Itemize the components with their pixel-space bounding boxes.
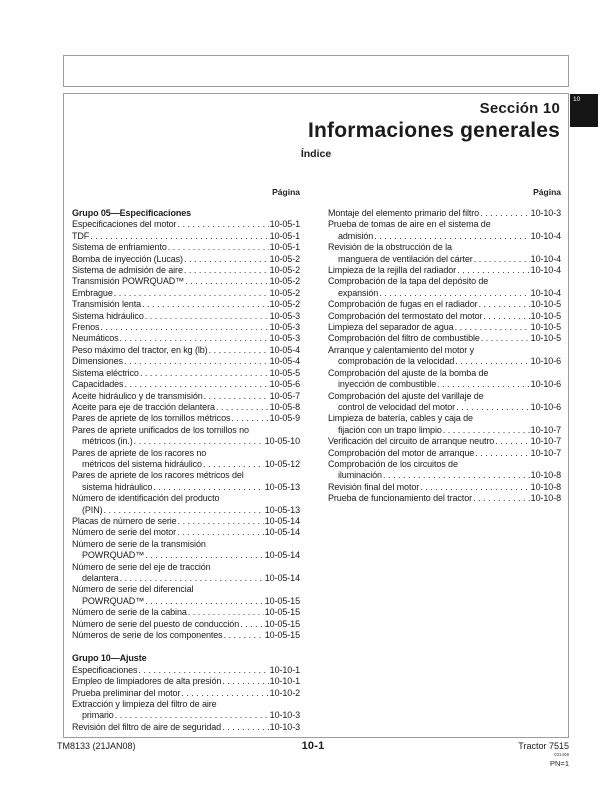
toc-column-right: [328, 208, 561, 505]
toc-entry-label: Prueba preliminar del motor: [72, 687, 181, 698]
toc-entry-page: 10-05-8: [269, 401, 300, 412]
toc-entry-line: [72, 368, 300, 379]
toc-entry-page: 10-05-5: [269, 367, 300, 378]
toc-entry-page: 10-05-1: [269, 242, 300, 253]
toc-entry-line: [328, 299, 561, 310]
dot-leader: [481, 333, 530, 344]
toc-entry-line: [328, 482, 561, 493]
toc-entry-line: [72, 459, 300, 470]
dot-leader: [177, 527, 264, 538]
dot-leader: [495, 436, 529, 447]
toc-entry-label: Especificaciones: [72, 664, 138, 675]
toc-entry-page: 10-10-8: [530, 470, 561, 481]
toc-entry-page: 10-10-8: [530, 481, 561, 492]
section-tab: [570, 94, 598, 127]
toc-entry-page: 10-10-2: [269, 687, 300, 698]
toc-group-heading: Grupo 05—Especificaciones: [72, 208, 192, 218]
toc-entry-label: Comprobación del termostato del motor: [328, 310, 483, 321]
content-box: [63, 93, 569, 738]
dot-leader: [100, 322, 268, 333]
dot-leader: [443, 425, 530, 436]
toc-entry-label: delantera: [82, 573, 119, 583]
toc-entry-label: expansión: [338, 287, 379, 298]
toc-entry-label: Placas de número de serie: [72, 515, 177, 526]
toc-entry-page: 10-05-3: [269, 333, 300, 344]
dot-leader: [142, 299, 269, 310]
toc-entry-page: 10-10-4: [530, 253, 561, 264]
toc-entry-label: (PIN): [82, 504, 103, 515]
toc-entry-line: [328, 436, 561, 447]
toc-entry-line: [72, 516, 300, 527]
toc-entry-label: Empleo de limpiadores de alta presión: [72, 676, 222, 687]
dot-leader: [455, 322, 530, 333]
toc-entry-page: 10-10-4: [530, 230, 561, 241]
toc-entry-line: [72, 345, 300, 356]
toc-entry-label: Arranque y calentamiento del motor y: [328, 344, 474, 355]
toc-entry-page: 10-05-9: [269, 413, 300, 424]
toc-entry-label: Pares de apriete de los tornillos métricos: [72, 413, 231, 424]
toc-entry-page: 10-10-1: [269, 676, 300, 687]
toc-entry-page: 10-10-3: [269, 721, 300, 732]
toc-entry-line: [72, 665, 300, 676]
toc-entry-label: Revisión de la obstrucción de la: [328, 242, 452, 253]
toc-entry-line: [72, 299, 300, 310]
toc-entry-label: Pares de apriete de los racores métricos del: [72, 470, 244, 481]
dot-leader: [224, 630, 264, 641]
toc-column-left: [72, 208, 300, 733]
header-box: [63, 55, 569, 87]
toc-entry-page: 10-05-14: [264, 573, 300, 583]
toc-entry-line: [72, 505, 300, 516]
toc-entry-label: TDF: [72, 230, 90, 241]
toc-entry-page: 10-05-3: [269, 322, 300, 333]
footer-pn: PN=1: [550, 759, 569, 768]
toc-entry-page: 10-05-1: [269, 219, 300, 230]
dot-leader: [184, 254, 269, 265]
toc-entry-page: 10-10-6: [530, 401, 561, 412]
toc-entry-line: [328, 391, 561, 402]
toc-entry-line: [328, 402, 561, 413]
toc-entry-line: [328, 208, 561, 219]
toc-entry-page: 10-05-4: [269, 344, 300, 355]
dot-leader: [181, 688, 268, 699]
toc-entry-label: control de velocidad del motor: [338, 401, 456, 412]
toc-entry-line: [72, 688, 300, 699]
toc-entry-label: Pares de apriete de los racores no: [72, 447, 207, 458]
toc-entry-label: Comprobación del motor de arranque: [328, 447, 475, 458]
toc-entry-label: Limpieza de la rejilla del radiador: [328, 265, 457, 276]
toc-entry-label: Números de serie de los componentes: [72, 630, 223, 641]
toc-entry-line: [72, 265, 300, 276]
toc-entry-page: 10-05-2: [269, 276, 300, 287]
toc-entry-label: Revisión del filtro de aire de seguridad: [72, 721, 222, 732]
toc-entry-label: Número de serie de la transmisión: [72, 538, 206, 549]
toc-entry-line: [72, 322, 300, 333]
dot-leader: [216, 402, 269, 413]
toc-entry-label: Verificación del circuito de arranque neutro: [328, 436, 495, 447]
toc-entry-label: Sistema eléctrico: [72, 367, 139, 378]
dot-leader: [120, 573, 264, 584]
toc-entry-label: Bomba de inyección (Lucas): [72, 253, 183, 264]
dot-leader: [473, 493, 530, 504]
dot-leader: [420, 482, 530, 493]
toc-entry-label: Transmisión lenta: [72, 299, 141, 310]
toc-entry-line: [72, 219, 300, 230]
toc-entry-page: 10-05-15: [264, 618, 300, 629]
toc-entry-line: [328, 459, 561, 470]
toc-entry-page: 10-05-13: [264, 481, 300, 492]
dot-leader: [204, 391, 269, 402]
toc-entry-label: Especificaciones del motor: [72, 219, 177, 230]
toc-entry-line: [328, 368, 561, 379]
toc-entry-line: [328, 413, 561, 424]
toc-entry-page: 10-10-6: [530, 379, 561, 390]
dot-leader: [437, 379, 530, 390]
footer-page-number: 10-1: [301, 740, 325, 752]
dot-leader: [474, 254, 530, 265]
dot-leader: [479, 299, 530, 310]
dot-leader: [379, 288, 530, 299]
toc-entry-line: [328, 379, 561, 390]
toc-entry-page: 10-10-4: [530, 265, 561, 276]
toc-entry-line: [72, 710, 300, 721]
toc-entry-line: [72, 527, 300, 538]
toc-entry-line: [72, 619, 300, 630]
dot-leader: [222, 676, 268, 687]
toc-entry-line: [328, 493, 561, 504]
toc-entry-label: Prueba de funcionamiento del tractor: [328, 493, 472, 504]
toc-entry-page: 10-10-8: [530, 493, 561, 504]
toc-entry-line: [328, 288, 561, 299]
dot-leader: [185, 276, 269, 287]
section-tab-number: 10: [573, 96, 581, 103]
toc-entry-label: Revisión final del motor: [328, 481, 420, 492]
toc-entry-page: 10-05-15: [264, 630, 300, 641]
toc-entry-page: 10-05-14: [264, 550, 300, 561]
toc-entry-label: métricos del sistema hidráulico: [82, 458, 202, 469]
toc-entry-page: 10-10-5: [530, 310, 561, 321]
toc-entry-page: 10-05-7: [269, 390, 300, 401]
toc-entry-page: 10-05-2: [269, 299, 300, 310]
toc-entry-page: 10-10-7: [530, 447, 561, 458]
dot-leader: [134, 436, 264, 447]
toc-entry-label: manguera de ventilación del cárter: [338, 253, 473, 264]
toc-entry-label: POWRQUAD™: [82, 595, 145, 606]
toc-entry-label: Neumáticos: [72, 333, 119, 344]
toc-entry-line: [72, 231, 300, 242]
toc-entry-line: [72, 584, 300, 595]
toc-entry-label: iluminación: [338, 470, 382, 481]
dot-leader: [483, 311, 529, 322]
toc-entry-label: Comprobación de los circuitos de: [328, 458, 458, 469]
dot-leader: [457, 265, 530, 276]
toc-entry-page: 10-05-2: [269, 253, 300, 264]
toc-entry-label: Sistema de enfriamiento: [72, 242, 167, 253]
dot-leader: [124, 379, 268, 390]
toc-entry-line: [72, 425, 300, 436]
toc-entry-line: [72, 470, 300, 481]
toc-entry-line: [328, 231, 561, 242]
toc-entry-line: [328, 470, 561, 481]
toc-entry-label: Número de serie del eje de tracción: [72, 561, 211, 572]
section-label: Sección 10: [479, 100, 560, 117]
toc-entry-page: 10-05-2: [269, 265, 300, 276]
toc-entry-page: 10-10-5: [530, 333, 561, 344]
toc-entry-label: Sistema hidráulico: [72, 310, 144, 321]
toc-entry-page: 10-05-13: [264, 504, 300, 515]
toc-group: [72, 208, 300, 641]
toc-entry-label: Número de serie del motor: [72, 527, 177, 538]
toc-entry-page: 10-10-3: [530, 208, 561, 218]
toc-entry-label: Comprobación de fugas en el radiador: [328, 299, 478, 310]
toc-entry-line: [72, 402, 300, 413]
toc-entry-page: 10-05-2: [269, 287, 300, 298]
dot-leader: [374, 231, 529, 242]
toc-entry-label: Dimensiones: [72, 356, 123, 367]
toc-entry-label: Montaje del elemento primario del filtro: [328, 208, 480, 218]
toc-entry-page: 10-05-15: [264, 595, 300, 606]
dot-leader: [145, 311, 269, 322]
toc-entry-line: [328, 345, 561, 356]
toc-entry-label: Prueba de tomas de aire en el sistema de: [328, 219, 491, 230]
toc-entry-page: 10-10-4: [530, 287, 561, 298]
toc-entry-label: POWRQUAD™: [82, 550, 145, 561]
dot-leader: [168, 242, 269, 253]
toc-entry-label: Comprobación del ajuste del varillaje de: [328, 390, 484, 401]
toc-entry-line: [72, 436, 300, 447]
toc-entry-line: [72, 242, 300, 253]
toc-entry-line: [72, 550, 300, 561]
toc-entry-page: 10-10-5: [530, 322, 561, 333]
toc-group: [72, 653, 300, 733]
dot-leader: [456, 402, 530, 413]
toc-entry-page: 10-05-4: [269, 356, 300, 367]
toc-entry-line: [328, 448, 561, 459]
dot-leader: [140, 368, 269, 379]
toc-entry-page: 10-05-1: [269, 230, 300, 241]
index-title: Índice: [300, 148, 332, 160]
toc-entry-line: [328, 322, 561, 333]
toc-entry-label: Número de identificación del producto: [72, 493, 220, 504]
toc-entry-page: 10-05-10: [264, 436, 300, 447]
toc-entry-label: Peso máximo del tractor, en kg (lb): [72, 344, 208, 355]
toc-entry-line: [72, 630, 300, 641]
toc-entry-label: sistema hidráulico: [82, 481, 153, 492]
dot-leader: [120, 333, 269, 344]
dot-leader: [475, 448, 529, 459]
toc-entry-page: 10-05-14: [264, 527, 300, 538]
dot-leader: [124, 356, 269, 367]
toc-entry-line: [72, 448, 300, 459]
toc-entry-line: [72, 311, 300, 322]
dot-leader: [184, 265, 269, 276]
toc-entry-label: Número de serie del puesto de conducción: [72, 618, 240, 629]
toc-entry-page: 10-10-7: [530, 424, 561, 435]
toc-entry-label: Número de serie de la cabina: [72, 607, 187, 618]
toc-entry-line: [328, 242, 561, 253]
toc-entry-line: [72, 356, 300, 367]
column-header-left: Página: [272, 187, 300, 197]
column-header-right: Página: [533, 187, 561, 197]
toc-entry-page: 10-05-14: [264, 515, 300, 526]
dot-leader: [209, 345, 269, 356]
toc-entry-label: Limpieza de batería, cables y caja de: [328, 413, 473, 424]
dot-leader: [145, 550, 264, 561]
toc-entry-line: [72, 333, 300, 344]
toc-entry-label: Extracción y limpieza del filtro de aire: [72, 699, 217, 710]
dot-leader: [115, 710, 269, 721]
toc-entry-line: [72, 482, 300, 493]
toc-entry-line: [72, 391, 300, 402]
dot-leader: [178, 516, 264, 527]
toc-entry-line: [72, 607, 300, 618]
toc-entry-line: [72, 573, 300, 584]
page-title: Informaciones generales: [307, 119, 560, 142]
dot-leader: [177, 219, 268, 230]
toc-entry-label: comprobación de la velocidad: [338, 356, 455, 367]
toc-entry-label: fijación con un trapo limpio: [338, 424, 442, 435]
toc-entry-page: 10-10-7: [530, 436, 561, 447]
toc-entry-page: 10-05-6: [269, 379, 300, 390]
toc-entry-label: Capacidades: [72, 379, 124, 390]
toc-entry-label: Aceite hidráulico y de transmisión: [72, 390, 203, 401]
toc-entry-line: [72, 413, 300, 424]
toc-entry-line: [72, 493, 300, 504]
toc-entry-line: [328, 425, 561, 436]
dot-leader: [188, 607, 264, 618]
toc-entry-line: [72, 539, 300, 550]
toc-entry-line: [328, 311, 561, 322]
dot-leader: [145, 596, 264, 607]
toc-entry-line: [72, 562, 300, 573]
dot-leader: [455, 356, 529, 367]
dot-leader: [90, 231, 268, 242]
toc-entry-label: Comprobación de la tapa del depósito de: [328, 276, 489, 287]
toc-entry-label: Comprobación del ajuste de la bomba de: [328, 367, 489, 378]
dot-leader: [240, 619, 264, 630]
toc-entry-label: inyección de combustible: [338, 379, 437, 390]
toc-entry-line: [72, 254, 300, 265]
toc-entry-label: admisión: [338, 230, 374, 241]
toc-entry-label: Transmisión POWRQUAD™: [72, 276, 185, 287]
toc-entry-line: [328, 276, 561, 287]
toc-entry-label: Aceite para eje de tracción delantera: [72, 401, 215, 412]
toc-entry-line: [72, 596, 300, 607]
toc-entry-line: [72, 722, 300, 733]
toc-entry-line: [72, 676, 300, 687]
toc-entry-label: Pares de apriete unificados de los tornillos no: [72, 424, 249, 435]
dot-leader: [153, 482, 264, 493]
toc-entry-label: Embrague: [72, 287, 113, 298]
toc-entry-label: Limpieza del separador de agua: [328, 322, 454, 333]
toc-entry-line: [72, 699, 300, 710]
dot-leader: [383, 470, 530, 481]
toc-entry-page: 10-10-5: [530, 299, 561, 310]
toc-entry-page: 10-10-3: [269, 710, 300, 721]
footer-print-code: 031408: [553, 752, 569, 757]
toc-entry-label: Número de serie del diferencial: [72, 584, 194, 595]
toc-group: [328, 208, 561, 505]
toc-entry-line: [328, 219, 561, 230]
toc-entry-page: 10-05-15: [264, 607, 300, 618]
dot-leader: [104, 505, 264, 516]
toc-entry-line: [328, 356, 561, 367]
toc-entry-label: métricos (in.): [82, 436, 133, 447]
dot-leader: [231, 413, 268, 424]
dot-leader: [203, 459, 264, 470]
toc-entry-page: 10-05-3: [269, 310, 300, 321]
toc-entry-line: [328, 265, 561, 276]
toc-entry-line: [72, 276, 300, 287]
dot-leader: [138, 665, 268, 676]
toc-entry-line: [328, 333, 561, 344]
dot-leader: [222, 722, 269, 733]
footer-manual-id: TM8133 (21JAN08): [57, 741, 136, 751]
toc-entry-line: [328, 254, 561, 265]
toc-group-heading: Grupo 10—Ajuste: [72, 653, 147, 664]
toc-entry-label: Comprobación del filtro de combustible: [328, 333, 480, 344]
toc-entry-page: 10-10-1: [269, 664, 300, 675]
toc-entry-line: [72, 288, 300, 299]
toc-entry-page: 10-10-6: [530, 356, 561, 367]
toc-entry-label: primario: [82, 710, 114, 721]
toc-entry-page: 10-05-12: [264, 458, 300, 469]
toc-entry-label: Frenos: [72, 322, 100, 333]
toc-entry-label: Sistema de admisión de aire: [72, 265, 183, 276]
dot-leader: [114, 288, 269, 299]
footer-model: Tractor 7515: [518, 741, 569, 751]
dot-leader: [480, 208, 530, 219]
toc-entry-line: [72, 379, 300, 390]
